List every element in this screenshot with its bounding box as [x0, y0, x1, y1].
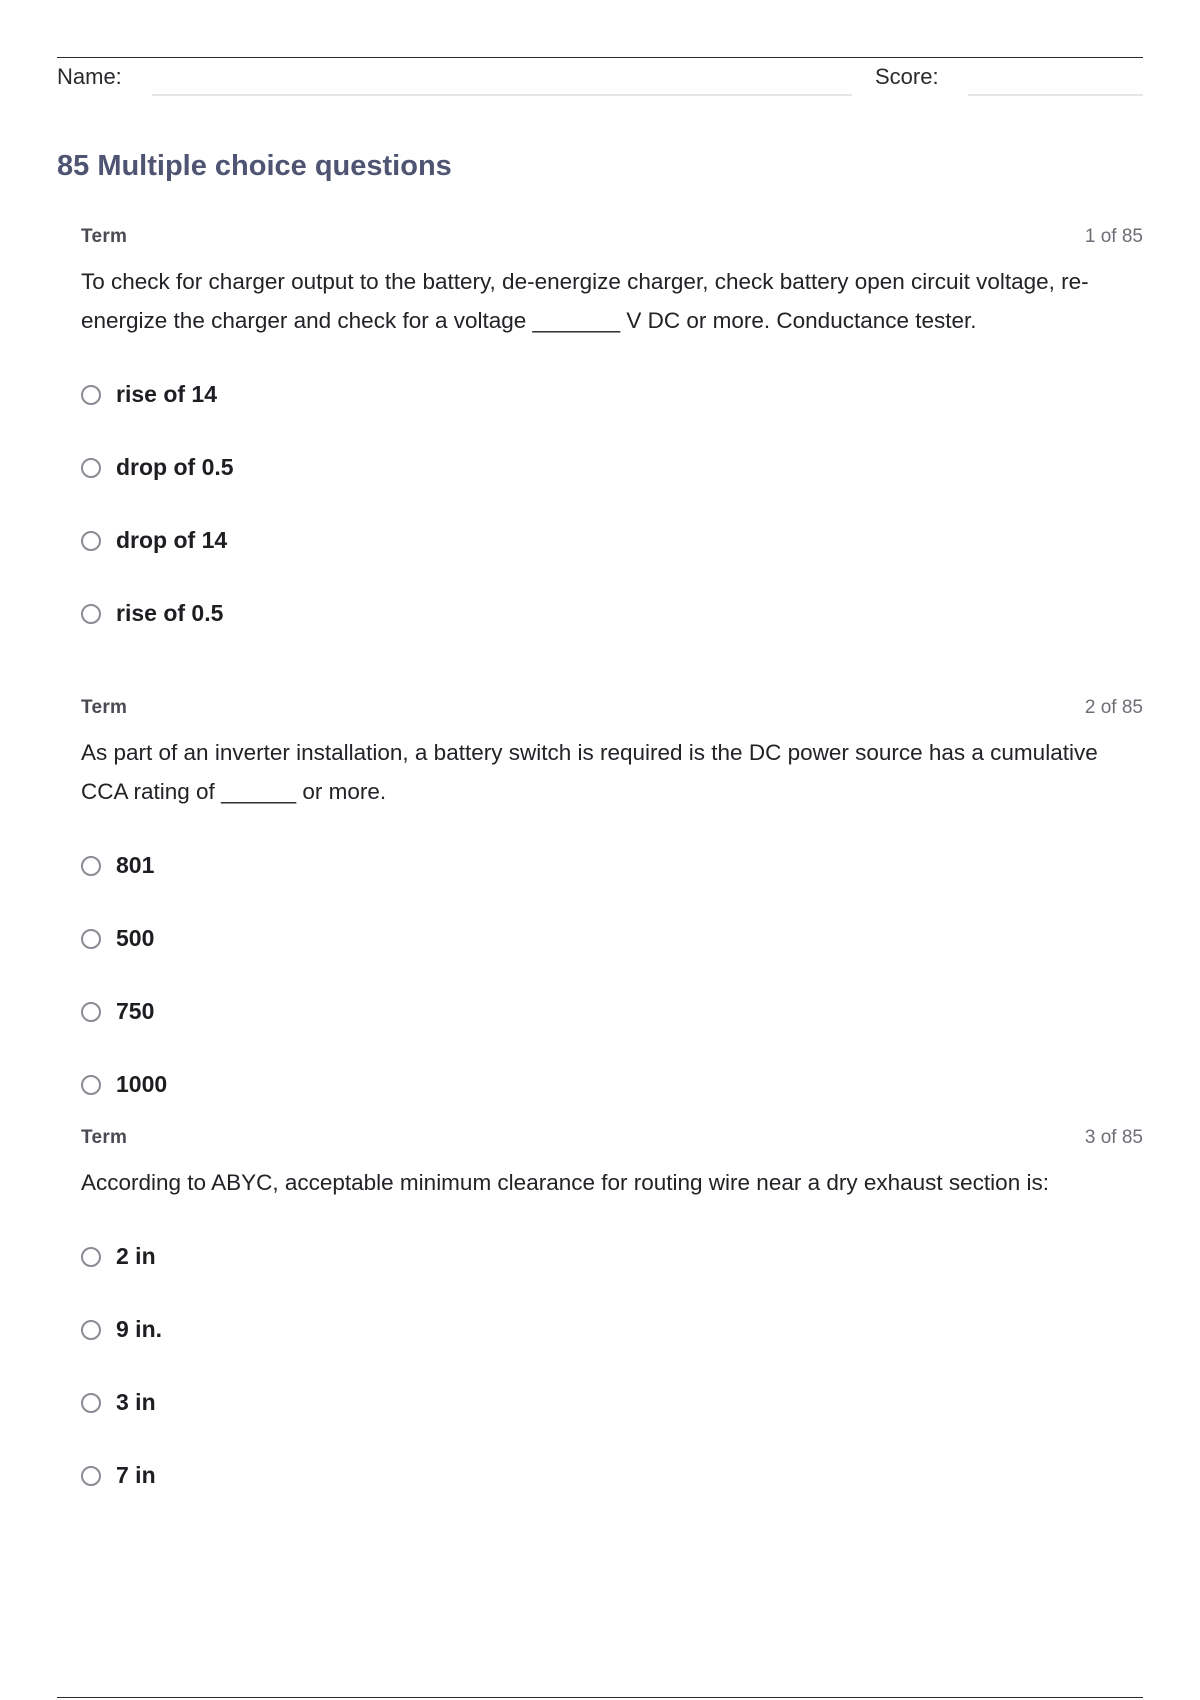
answer-option[interactable] — [81, 1439, 1143, 1512]
answer-option[interactable] — [81, 902, 1143, 975]
radio-button-icon[interactable] — [81, 1075, 101, 1095]
radio-button-icon[interactable] — [81, 1466, 101, 1486]
answer-option-label: rise of 14 — [116, 381, 217, 407]
answer-options — [81, 829, 1143, 1121]
question-card — [81, 226, 1143, 650]
question-text: According to ABYC, acceptable minimum clearance for routing wire near a dry exhaust section is: — [81, 1170, 1049, 1195]
radio-button-icon[interactable] — [81, 1393, 101, 1413]
answer-option[interactable] — [81, 431, 1143, 504]
top-divider — [57, 57, 1143, 58]
radio-button-icon[interactable] — [81, 856, 101, 876]
answer-option[interactable] — [81, 1366, 1143, 1439]
question-text: As part of an inverter installation, a battery switch is required is the DC power source has a cumulative CCA rating of ______ or more. — [81, 740, 1098, 804]
answer-options — [81, 1220, 1143, 1512]
score-label: Score: — [875, 64, 939, 89]
answer-option[interactable] — [81, 1048, 1143, 1121]
answer-option-label: rise of 0.5 — [116, 600, 224, 626]
answer-option-label: 750 — [116, 998, 155, 1024]
radio-button-icon[interactable] — [81, 1002, 101, 1022]
answer-option-label: 2 in — [116, 1243, 156, 1269]
answer-option[interactable] — [81, 1220, 1143, 1293]
radio-button-icon[interactable] — [81, 385, 101, 405]
radio-button-icon[interactable] — [81, 531, 101, 551]
name-field[interactable] — [152, 94, 852, 96]
question-term-label: Term — [81, 226, 128, 247]
question-card — [81, 697, 1143, 1121]
page-title: 85 Multiple choice questions — [57, 150, 452, 182]
answer-option-label: 3 in — [116, 1389, 156, 1415]
answer-option-label: 1000 — [116, 1071, 168, 1097]
question-counter: 1 of 85 — [1084, 226, 1143, 247]
name-label: Name: — [57, 64, 122, 89]
answer-option[interactable] — [81, 577, 1143, 650]
question-counter: 2 of 85 — [1084, 697, 1143, 718]
answer-option[interactable] — [81, 358, 1143, 431]
answer-option[interactable] — [81, 1293, 1143, 1366]
question-text: To check for charger output to the battery, de-energize charger, check battery open circuit voltage, re-energize the charger and check for a voltage _______ V DC or more. Conductance tester. — [81, 269, 1089, 333]
radio-button-icon[interactable] — [81, 929, 101, 949]
worksheet-header — [57, 62, 1143, 102]
radio-button-icon[interactable] — [81, 1320, 101, 1340]
question-term-label: Term — [81, 1127, 128, 1148]
answer-option-label: drop of 0.5 — [116, 454, 234, 480]
question-term-label: Term — [81, 697, 128, 718]
answer-option-label: 7 in — [116, 1462, 156, 1488]
answer-option-label: drop of 14 — [116, 527, 228, 553]
score-field[interactable] — [968, 94, 1143, 96]
answer-option-label: 9 in. — [116, 1316, 163, 1342]
answer-option[interactable] — [81, 829, 1143, 902]
question-counter: 3 of 85 — [1084, 1127, 1143, 1148]
answer-option-label: 500 — [116, 925, 155, 951]
answer-option-label: 801 — [116, 852, 155, 878]
radio-button-icon[interactable] — [81, 604, 101, 624]
answer-option[interactable] — [81, 504, 1143, 577]
answer-options — [81, 358, 1143, 650]
radio-button-icon[interactable] — [81, 1247, 101, 1267]
bottom-divider — [57, 1697, 1143, 1698]
answer-option[interactable] — [81, 975, 1143, 1048]
question-card — [81, 1127, 1143, 1512]
radio-button-icon[interactable] — [81, 458, 101, 478]
